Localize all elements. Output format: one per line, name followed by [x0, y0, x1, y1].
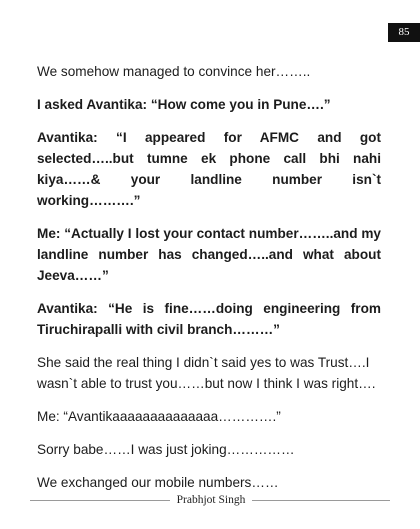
page-body: [37, 61, 381, 505]
paragraph: She said the real thing I didn`t said yes to was Trust….I wasn`t able to trust you……but now I think I was right….: [37, 355, 376, 391]
footer-divider-right: [252, 500, 390, 501]
footer-divider-left: [30, 500, 170, 501]
paragraph: I asked Avantika: “How come you in Pune….”: [37, 97, 331, 112]
page-number: 85: [388, 23, 420, 42]
paragraph: We somehow managed to convince her……..: [37, 64, 311, 79]
paragraph: Avantika: “I appeared for AFMC and got selected…..but tumne ek phone call bhi nahi kiya……& your landline number isn`t working……….”: [37, 130, 381, 208]
paragraph: Avantika: “He is fine……doing engineering from Tiruchirapalli with civil branch………”: [37, 301, 381, 337]
paragraph: Me: “Avantikaaaaaaaaaaaaaa………….”: [37, 409, 281, 424]
paragraph: We exchanged our mobile numbers……: [37, 475, 279, 490]
footer-author: Prabhjot Singh: [176, 494, 246, 506]
paragraph: Sorry babe……I was just joking……………: [37, 442, 295, 457]
paragraph: Me: “Actually I lost your contact number……..and my landline number has changed…..and what about Jeeva……”: [37, 226, 381, 283]
